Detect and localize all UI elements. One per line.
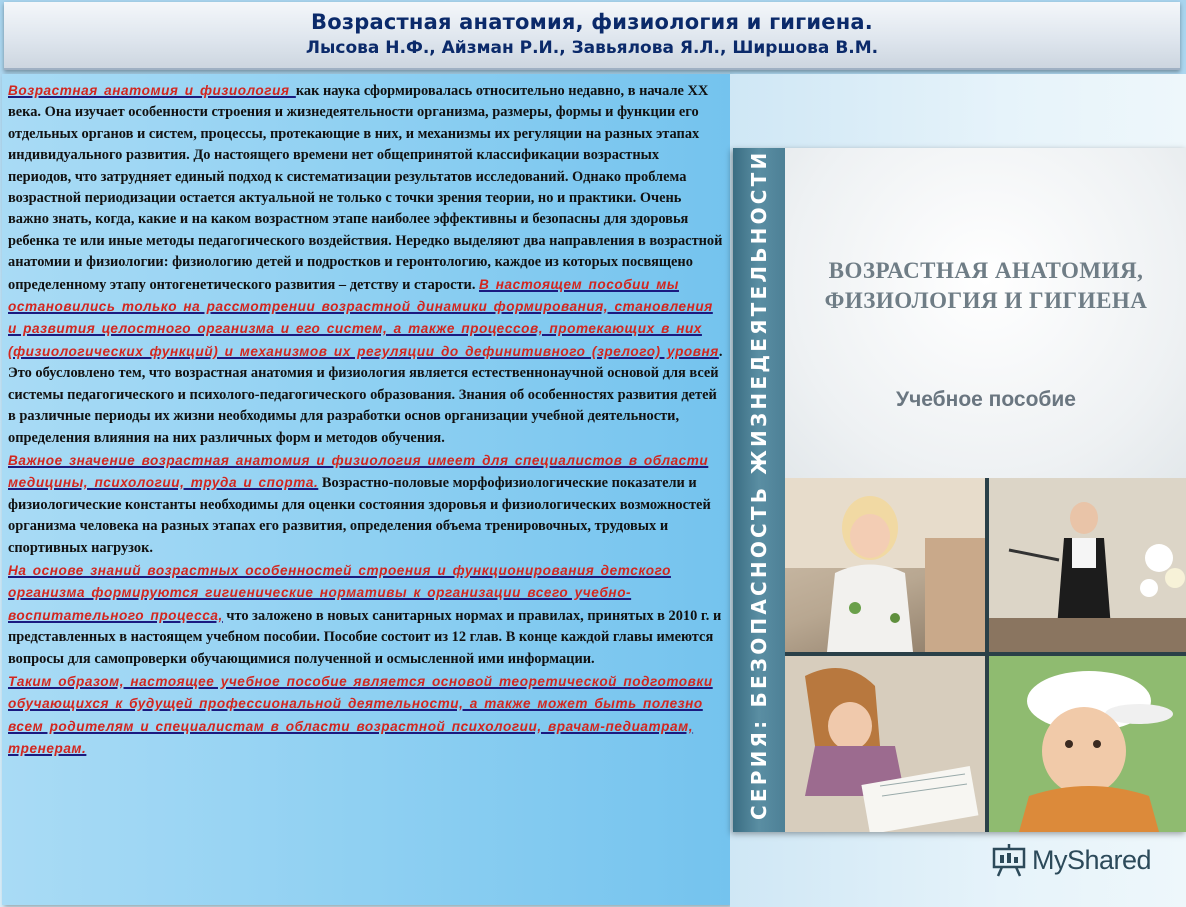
cover-title-area <box>785 148 1186 478</box>
paragraph-1 <box>8 80 724 449</box>
photo-girl-writing-image <box>785 656 985 832</box>
photo-boy-singing <box>989 478 1186 652</box>
book-series-label: СЕРИЯ: БЕЗОПАСНОСТЬ ЖИЗНЕДЕЯТЕЛЬНОСТИ <box>747 149 771 820</box>
slide-title: Возрастная анатомия, физиология и гигиена. <box>311 10 873 34</box>
photo-child-standing-image <box>785 478 985 652</box>
cover-title-line-1: ВОЗРАСТНАЯ АНАТОМИЯ, <box>828 258 1144 283</box>
paragraph-1-text-a: как наука сформировалась относительно недавно, в начале XX века. Она изучает особенности строения и жизнедеятельности организма, размеры, формы и функции его отдельных органов и систем, процессы, протекающие в них, и механизмы их регуляции на разных этапах индивидуального развития. До настоящего времени нет общепринятой классификации возрастных периодов, что затрудняет единый подход к систематизации результатов исследований. Однако проблема возрастной периодизации остается актуальной не только с точки зрения теории, но и практики. Очень важно знать, когда, какие и на каком возрастном этапе наиболее эффективны и безопасны для здоровья ребенка те или иные методы педагогического воздействия. Нередко выделяют два направления в возрастной анатомии и физиологии: физиологию детей и подростков и геронтологию, каждое из которых посвящено определенному этапу онтогенетического развития – детству и старости. <box>8 83 723 293</box>
photo-girl-writing <box>785 656 985 832</box>
presentation-board-icon <box>992 843 1026 877</box>
cover-title-line-2: ФИЗИОЛОГИЯ И ГИГИЕНА <box>824 288 1148 313</box>
photo-toddler-hat <box>989 656 1186 832</box>
slide-header <box>4 2 1180 70</box>
cover-subtitle: Учебное пособие <box>896 388 1076 411</box>
paragraph-4 <box>8 671 724 761</box>
cover-photos <box>785 478 1186 832</box>
photo-toddler-hat-image <box>989 656 1186 832</box>
highlight-3: Важное значение возрастная анатомия и физиология имеет для специалистов в области медицины, психологии, труда и спорта. <box>8 452 709 491</box>
highlight-5: Таким образом, настоящее учебное пособие является основой теоретической подготовки обучающихся к будущей профессиональной деятельности, а также может быть полезно всем родителям и специалистам в области возрастной психологии, врачам-педиатрам, тренерам. <box>8 673 713 757</box>
paragraph-3-text: что заложено в новых санитарных нормах и правилах, принятых в 2010 г. и представленных в настоящем учебном пособии. Пособие состоит из 12 глав. В конце каждой главы имеются вопросы для самопроверки обучающимися полученной и осмысленной ими информации. <box>8 607 722 667</box>
photo-boy-singing-image <box>989 478 1186 652</box>
myshared-logo <box>992 838 1151 882</box>
paragraph-1-text-b: . Это обусловлено тем, что возрастная анатомия и физиология является естественнонаучной основой для всей системы педагогического и психолого-педагогического образования. Знания об особенностях развития детей в различные периоды их жизни необходимы для разработки основ организации учебной деятельности, определения влияния на них различных форм и методов обучения. <box>8 343 723 446</box>
slide-authors: Лысова Н.Ф., Айзман Р.И., Завьялова Я.Л., Ширшова В.М. <box>305 38 879 58</box>
text-panel <box>2 74 730 905</box>
highlight-4: На основе знаний возрастных особенностей строения и функционирования детского организма формируются гигиенические нормативы к организации всего учебно-воспитательного процесса, <box>8 562 671 623</box>
body-text <box>8 80 724 761</box>
highlight-1: Возрастная анатомия и физиология <box>8 83 296 98</box>
book-spine <box>733 148 785 832</box>
paragraph-2-text: Возрастно-половые морфофизиологические показатели и физиологические константы необходимы для оценки состояния здоровья и физиологических возможностей организма человека на разных этапах его развития, определения объема тренировочных, трудовых и спортивных нагрузок. <box>8 475 711 556</box>
paragraph-3 <box>8 560 724 670</box>
book-cover <box>733 148 1186 832</box>
cover-title <box>785 256 1186 316</box>
paragraph-2 <box>8 450 724 559</box>
highlight-2: В настоящем пособии мы остановились только на рассмотрении возрастной динамики формирования, становления и развития целостного организма и его систем, а также процессов, протекающих в них (физиологических функций) и механизмов их регуляции до дефинитивного (зрелого) уровня <box>8 276 719 359</box>
logo-text: MyShared <box>1032 844 1152 875</box>
photo-child-standing <box>785 478 985 652</box>
